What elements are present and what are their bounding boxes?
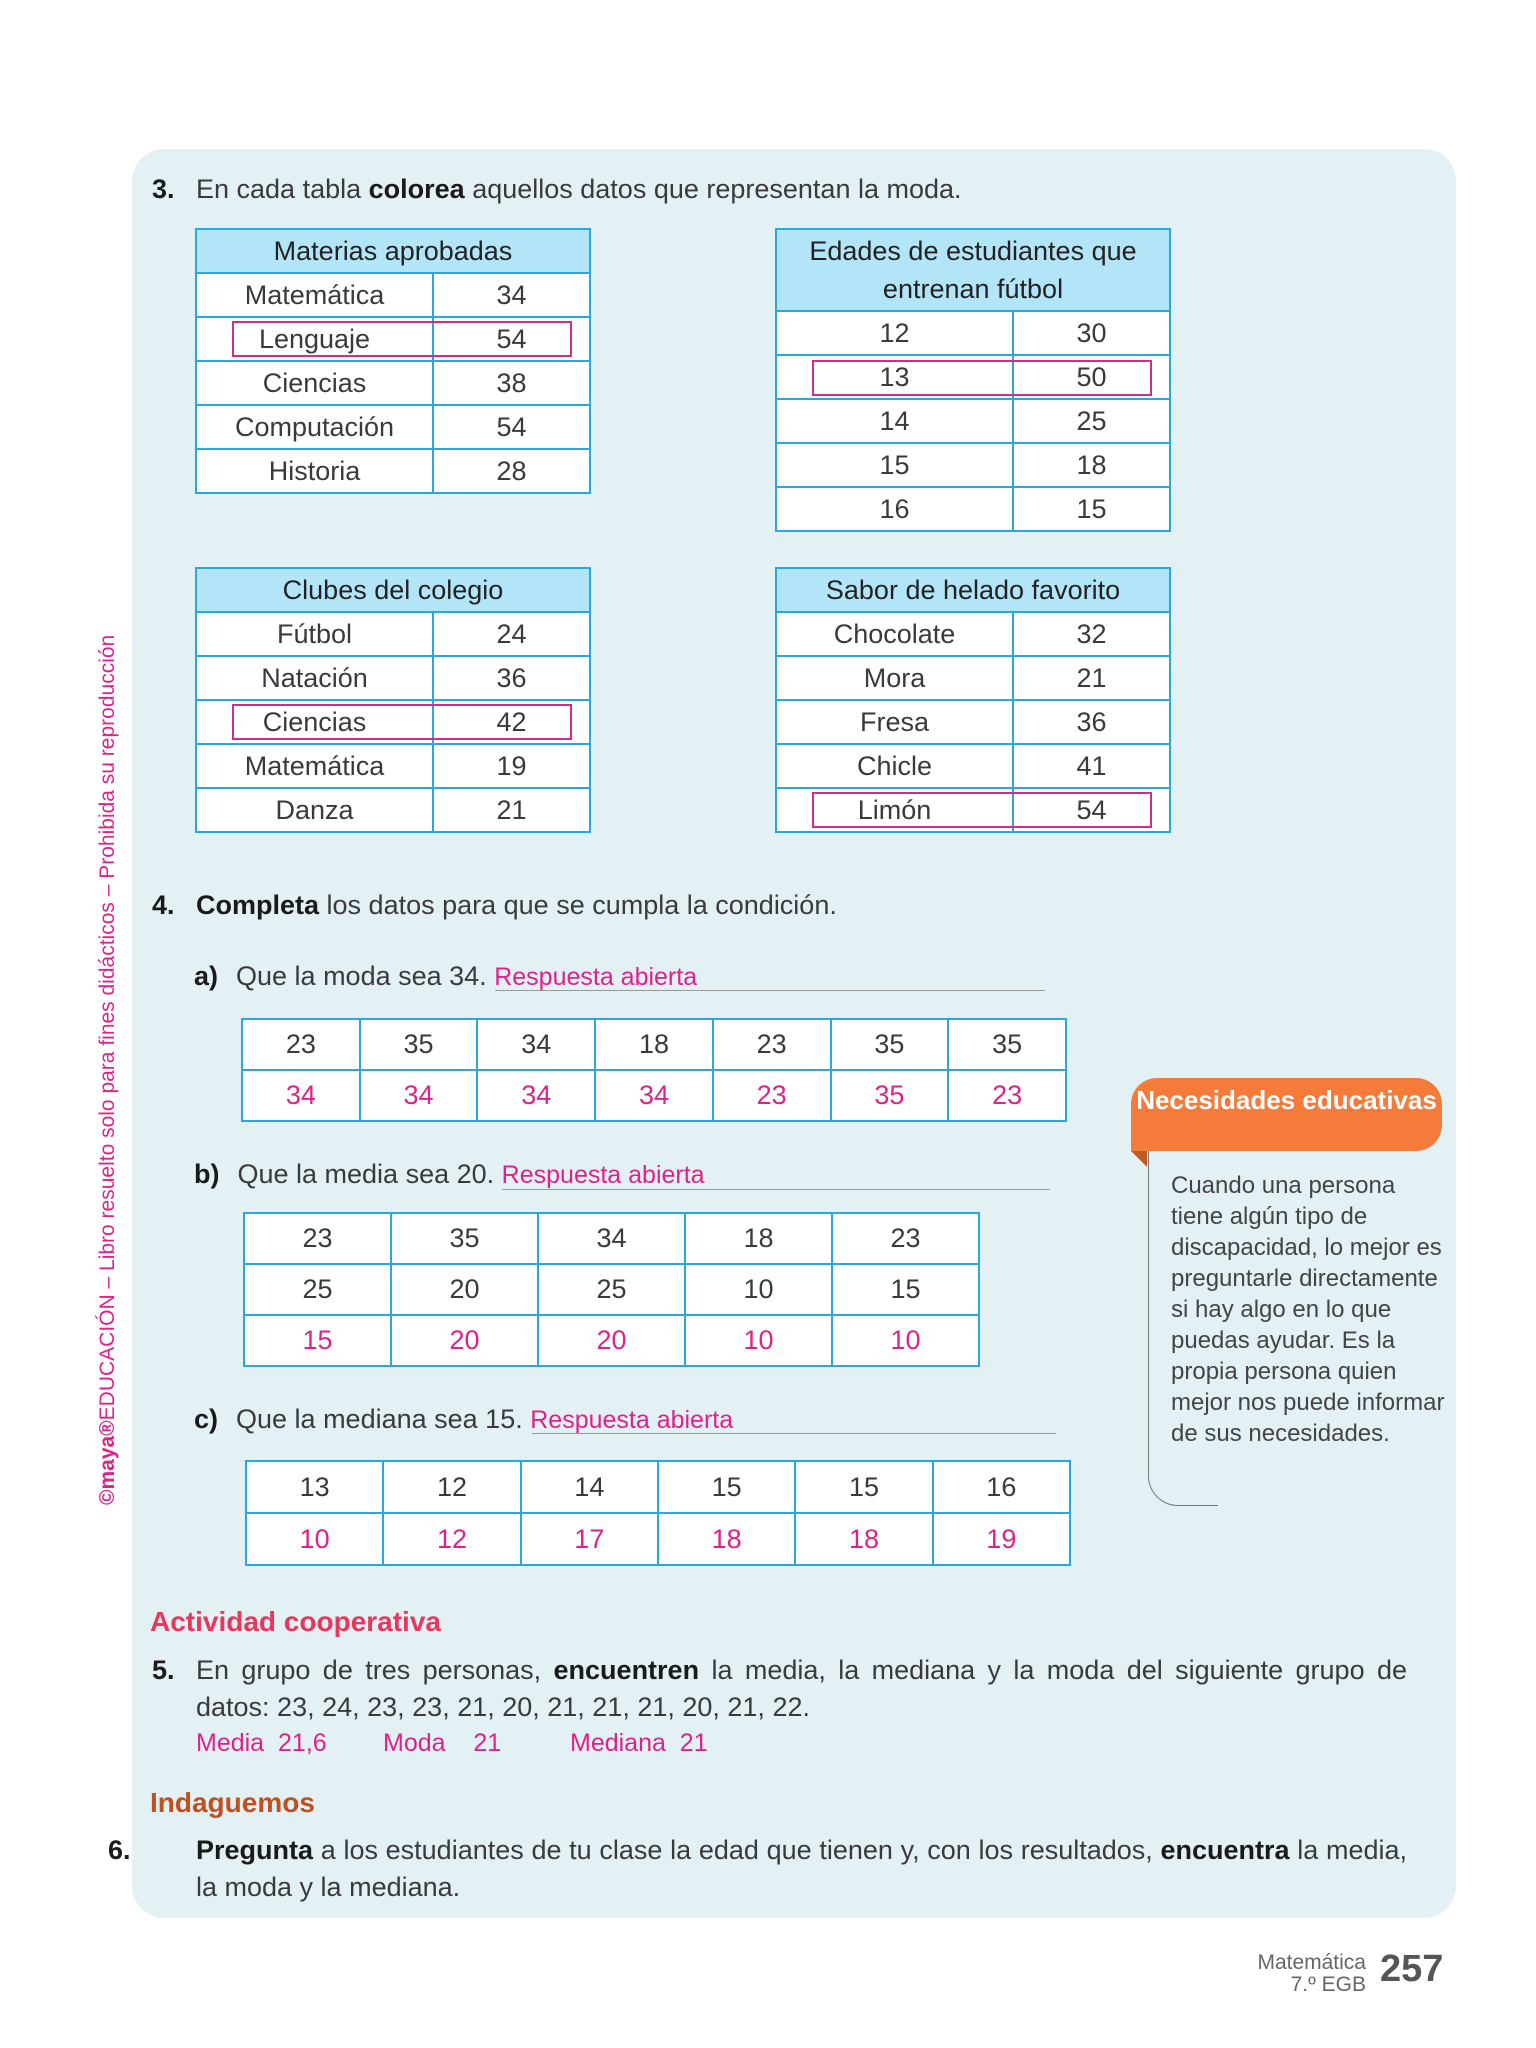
table-row[interactable]	[196, 656, 590, 700]
sidebox-title: Necesidades educativas	[1131, 1078, 1442, 1151]
q-text: En grupo de tres personas,	[196, 1655, 554, 1685]
answer-cell[interactable]: 19	[933, 1513, 1070, 1565]
section-heading-cooperativa: Actividad cooperativa	[150, 1606, 441, 1637]
section-heading-indaguemos: Indaguemos	[150, 1787, 315, 1818]
table-row[interactable]	[776, 612, 1170, 656]
answer-line	[495, 990, 1045, 991]
table-cell-label[interactable]: Ciencias	[196, 361, 433, 405]
q-text: la media, la moda y la mediana.	[196, 1835, 1407, 1902]
q-bold: colorea	[368, 174, 465, 204]
answer-cell[interactable]: 10	[685, 1315, 832, 1366]
table-cell-value[interactable]: 25	[1013, 399, 1170, 443]
table-cell-value[interactable]: 42	[433, 700, 590, 744]
answer-field[interactable]: Respuesta abierta	[494, 963, 698, 991]
answer-cell[interactable]: 20	[538, 1315, 685, 1366]
table-cell-value[interactable]: 36	[1013, 700, 1170, 744]
answer-media[interactable]: Media 21,6	[196, 1729, 327, 1757]
table-row	[244, 1213, 979, 1264]
data-cell: 18	[685, 1213, 832, 1264]
table-cell-value[interactable]: 54	[433, 317, 590, 361]
table-row[interactable]	[196, 612, 590, 656]
table-cell-label[interactable]: Danza	[196, 788, 433, 832]
question-6	[108, 1832, 1407, 1906]
table-row[interactable]	[196, 405, 590, 449]
footer-subject	[1200, 1952, 1366, 1996]
data-cell: 35	[948, 1019, 1066, 1070]
answer-moda[interactable]: Moda 21	[383, 1729, 502, 1757]
banner-fold	[1131, 1151, 1147, 1167]
table-row[interactable]	[776, 700, 1170, 744]
table-cell-label[interactable]: Natación	[196, 656, 433, 700]
table-title: Materias aprobadas	[196, 229, 590, 273]
table-cell-label[interactable]: Lenguaje	[196, 317, 433, 361]
q4c-prompt	[194, 1404, 733, 1435]
table-cell-label[interactable]: Matemática	[196, 744, 433, 788]
q-text: En cada tabla	[196, 174, 369, 204]
table-row[interactable]	[196, 788, 590, 832]
table-cell-label[interactable]: 16	[776, 487, 1013, 531]
answer-field[interactable]: Respuesta abierta	[530, 1406, 734, 1434]
table-cell-value[interactable]: 36	[433, 656, 590, 700]
table-cell-value[interactable]: 18	[1013, 443, 1170, 487]
table-row	[242, 1019, 1066, 1070]
table-title: Clubes del colegio	[196, 568, 590, 612]
q-number: 6.	[108, 1835, 131, 1865]
q-text: la media, la mediana y la moda del siguiente grupo de datos: 23, 24, 23, 23, 21, 20, 21, 21, 21, 20, 21, 22.	[196, 1655, 1407, 1722]
copyright-credit	[96, 635, 120, 1505]
q-text: aquellos datos que representan la moda.	[464, 174, 962, 204]
mode-table	[195, 567, 591, 833]
table-row[interactable]	[776, 311, 1170, 355]
sub-label: c)	[194, 1404, 219, 1434]
question-4	[152, 887, 837, 924]
q-number: 3.	[152, 174, 175, 204]
table-cell-label[interactable]: Chocolate	[776, 612, 1013, 656]
q-text: a los estudiantes de tu clase la edad que tienen y, con los resultados,	[313, 1835, 1161, 1865]
table-cell-value[interactable]: 32	[1013, 612, 1170, 656]
mode-table	[775, 228, 1171, 532]
q-number: 4.	[152, 890, 175, 920]
table-cell-value[interactable]: 21	[1013, 656, 1170, 700]
data-cell: 23	[244, 1213, 391, 1264]
table-row[interactable]	[776, 355, 1170, 399]
table-title: Edades de estudiantes que entrenan fútbol	[776, 229, 1170, 311]
data-cell: 23	[713, 1019, 831, 1070]
table-cell-label[interactable]: 14	[776, 399, 1013, 443]
table-row	[244, 1315, 979, 1366]
answer-cell[interactable]: 10	[832, 1315, 979, 1366]
answer-cell[interactable]: 20	[391, 1315, 538, 1366]
answer-cell[interactable]: 10	[246, 1513, 383, 1565]
table-cell-label[interactable]: Chicle	[776, 744, 1013, 788]
table-cell-label[interactable]: 12	[776, 311, 1013, 355]
table-cell-label[interactable]: Mora	[776, 656, 1013, 700]
data-cell: 35	[391, 1213, 538, 1264]
answer-cell[interactable]: 23	[948, 1070, 1066, 1121]
q4b-prompt	[194, 1159, 705, 1190]
data-cell: 35	[360, 1019, 478, 1070]
table-row[interactable]	[196, 744, 590, 788]
q4a-prompt	[194, 961, 697, 992]
question-5	[152, 1652, 1407, 1726]
table-cell-label[interactable]: 13	[776, 355, 1013, 399]
data-cell: 23	[832, 1213, 979, 1264]
mode-table	[195, 228, 591, 494]
table-cell-value[interactable]: 54	[1013, 788, 1170, 832]
q-bold: encuentra	[1160, 1835, 1290, 1865]
data-cell: 18	[595, 1019, 713, 1070]
table-cell-value[interactable]: 54	[433, 405, 590, 449]
data-cell: 35	[831, 1019, 949, 1070]
table-cell-label[interactable]: 15	[776, 443, 1013, 487]
answer-cell[interactable]: 34	[477, 1070, 595, 1121]
table-cell-label[interactable]: Limón	[776, 788, 1013, 832]
sub-text: Que la media sea 20.	[237, 1159, 495, 1189]
table-row[interactable]	[196, 273, 590, 317]
answer-cell[interactable]: 34	[242, 1070, 360, 1121]
data-cell: 15	[832, 1264, 979, 1315]
answer-cell[interactable]: 18	[658, 1513, 795, 1565]
sub-text: Que la mediana sea 15.	[236, 1404, 523, 1434]
answer-cell[interactable]: 23	[713, 1070, 831, 1121]
q-bold: encuentren	[553, 1655, 700, 1685]
table-cell-value[interactable]: 30	[1013, 311, 1170, 355]
answer-line	[532, 1433, 1056, 1434]
table-cell-label[interactable]: Computación	[196, 405, 433, 449]
answer-cell[interactable]: 35	[831, 1070, 949, 1121]
table-row[interactable]	[776, 788, 1170, 832]
data-cell: 12	[383, 1461, 520, 1513]
answer-cell[interactable]: 15	[244, 1315, 391, 1366]
table-row[interactable]	[776, 487, 1170, 531]
table-row[interactable]	[196, 361, 590, 405]
data-cell: 14	[521, 1461, 658, 1513]
answer-mediana[interactable]: Mediana 21	[570, 1729, 708, 1757]
data-cell: 25	[538, 1264, 685, 1315]
data-cell: 34	[538, 1213, 685, 1264]
q-bold: Pregunta	[196, 1835, 314, 1865]
q-text: los datos para que se cumpla la condición.	[319, 890, 837, 920]
data-cell: 13	[246, 1461, 383, 1513]
question-3	[152, 171, 962, 208]
table-row	[242, 1070, 1066, 1121]
table-cell-value[interactable]: 38	[433, 361, 590, 405]
mode-table	[775, 567, 1171, 833]
table-row[interactable]	[776, 443, 1170, 487]
table-cell-label[interactable]: Fresa	[776, 700, 1013, 744]
data-cell: 25	[244, 1264, 391, 1315]
sub-label: b)	[194, 1159, 220, 1189]
table-cell-label[interactable]: Ciencias	[196, 700, 433, 744]
table-title: Sabor de helado favorito	[776, 568, 1170, 612]
table-row	[244, 1264, 979, 1315]
table-cell-value[interactable]: 28	[433, 449, 590, 493]
footer-subject-text: Matemática	[1257, 1951, 1366, 1974]
answer-line	[502, 1189, 1050, 1190]
credit-text: EDUCACIÓN – Libro resuelto solo para fines didácticos – Prohibida su reproducción	[96, 634, 119, 1421]
table-cell-value[interactable]: 24	[433, 612, 590, 656]
table-row[interactable]	[776, 656, 1170, 700]
q-bold: Completa	[196, 890, 320, 920]
data-cell: 23	[242, 1019, 360, 1070]
q4c-table	[245, 1460, 1071, 1566]
table-row[interactable]	[196, 700, 590, 744]
table-row[interactable]	[196, 317, 590, 361]
answer-cell[interactable]: 34	[360, 1070, 478, 1121]
table-row	[246, 1461, 1070, 1513]
table-cell-value[interactable]: 15	[1013, 487, 1170, 531]
q4b-table	[243, 1212, 980, 1367]
page-number: 257	[1380, 1948, 1444, 1990]
data-cell: 20	[391, 1264, 538, 1315]
q-number: 5.	[152, 1655, 175, 1685]
table-cell-label[interactable]: Historia	[196, 449, 433, 493]
data-cell: 15	[795, 1461, 932, 1513]
sub-text: Que la moda sea 34.	[236, 961, 487, 991]
table-row[interactable]	[196, 449, 590, 493]
data-cell: 15	[658, 1461, 795, 1513]
table-cell-value[interactable]: 41	[1013, 744, 1170, 788]
sidebox-text: Cuando una persona tiene algún tipo de discapacidad, lo mejor es preguntarle directamente si hay algo en lo que puedas ayudar. Es la propia persona quien mejor nos puede informar de sus necesidades.	[1171, 1172, 1445, 1447]
answer-cell[interactable]: 18	[795, 1513, 932, 1565]
data-cell: 34	[477, 1019, 595, 1070]
table-cell-value[interactable]: 50	[1013, 355, 1170, 399]
table-cell-value[interactable]: 21	[433, 788, 590, 832]
footer-grade: 7.º EGB	[1290, 1973, 1366, 1996]
q4a-table	[241, 1018, 1067, 1122]
answer-cell[interactable]: 12	[383, 1513, 520, 1565]
table-row	[246, 1513, 1070, 1565]
answer-field[interactable]: Respuesta abierta	[501, 1161, 705, 1189]
table-cell-label[interactable]: Matemática	[196, 273, 433, 317]
sub-label: a)	[194, 961, 219, 991]
table-row[interactable]	[776, 399, 1170, 443]
answer-cell[interactable]: 17	[521, 1513, 658, 1565]
data-cell: 10	[685, 1264, 832, 1315]
table-row[interactable]	[776, 744, 1170, 788]
data-cell: 16	[933, 1461, 1070, 1513]
brand-logo: ©maya®	[96, 1420, 119, 1505]
table-cell-value[interactable]: 34	[433, 273, 590, 317]
answer-cell[interactable]: 34	[595, 1070, 713, 1121]
table-cell-label[interactable]: Fútbol	[196, 612, 433, 656]
table-cell-value[interactable]: 19	[433, 744, 590, 788]
